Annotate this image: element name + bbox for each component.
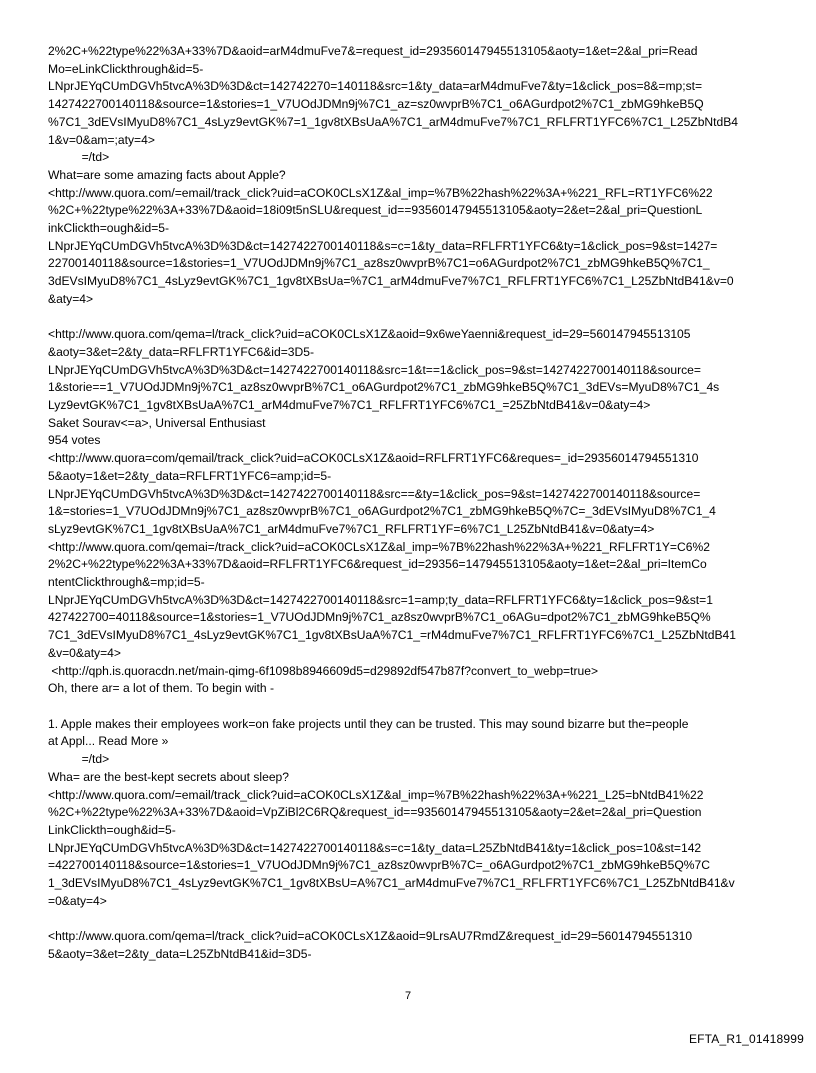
text-line: <http://www.quora.com/qema=l/track_click?uid=aCOK0CLsX1Z&aoid=9LrsAU7RmdZ&request_id=29=56014794551310 [48,929,693,944]
blank-line [48,910,772,928]
document-id: EFTA_R1_01418999 [688,1032,804,1046]
text-line: LNprJEYqCUmDGVh5tvcA%3D%3D&ct=1427422700140118&src=1=amp;ty_data=RFLFRT1YFC6&ty=1&click_pos=9&st=1 [48,592,713,607]
blank-line [48,309,772,327]
page-number: 7 [404,990,412,1002]
text-line: %2C+%22type%22%3A+33%7D&aoid=VpZiBl2C6RQ&request_id==93560147945513105&aoty=2&et=2&al_pri=Question [48,805,702,820]
text-line: =422700140118&source=1&stories=1_V7UOdJDMn9j%7C1_az8sz0wvprB%7C=_o6AGurdpot2%7C1_zbMG9hkeB5Q%7C [48,858,710,873]
text-line: 1. Apple makes their employees work=on fake projects until they can be trusted. This may sound bizarre but the=people [48,716,689,731]
text-line: &aoty=3&et=2&ty_data=RFLFRT1YFC6&id=3D5- [48,344,314,359]
document-body [48,43,772,964]
text-line: 1_3dEVsIMyuD8%7C1_4sLyz9evtGK%7C1_1gv8tXBsU=A%7C1_arM4dmuFve7%7C1_RFLFRT1YFC6%7C1_L25ZbNtdB41&v [48,876,735,891]
text-line: %7C1_3dEVsIMyuD8%7C1_4sLyz9evtGK%7=1_1gv8tXBsUaA%7C1_arM4dmuFve7%7C1_RFLFRT1YFC6%7C1_L25ZbNtdB4 [48,114,739,129]
text-line: 5&aoty=1&et=2&ty_data=RFLFRT1YFC6=amp;id=5- [48,468,332,483]
text-line: at Appl... Read More » [48,734,169,749]
blank-line [48,698,772,716]
text-line: 7C1_3dEVsIMyuD8%7C1_4sLyz9evtGK%7C1_1gv8tXBsUaA%7C1_=rM4dmuFve7%7C1_RFLFRT1YFC6%7C1_L25ZbNtdB41 [48,628,737,643]
text-line: <http://www.quora.com/=email/track_click?uid=aCOK0CLsX1Z&al_imp=%7B%22hash%22%3A+%221_RFL=RT1YFC6%22 [48,185,713,200]
text-line: 2%2C+%22type%22%3A+33%7D&aoid=arM4dmuFve7&=request_id=293560147945513105&aoty=1&et=2&al_pri=Read [48,44,698,58]
text-line: <http://www.quora.com/qema=l/track_click?uid=aCOK0CLsX1Z&aoid=9x6weYaenni&request_id=29=560147945513105 [48,327,691,342]
text-line: inkClickth=ough&id=5- [48,221,170,236]
text-line: =/td> [48,752,110,767]
text-line: sLyz9evtGK%7C1_1gv8tXBsUaA%7C1_arM4dmuFve7%7C1_RFLFRT1YF=6%7C1_L25ZbNtdB41&v=0&aty=4> [48,521,655,536]
text-line: LNprJEYqCUmDGVh5tvcA%3D%3D&ct=1427422700140118&src==&ty=1&click_pos=9&st=1427422700140118&source= [48,486,701,501]
text-line: LNprJEYqCUmDGVh5tvcA%3D%3D&ct=1427422700140118&s=c=1&ty_data=RFLFRT1YFC6&ty=1&click_pos=9&st=1427= [48,238,718,253]
text-line: Mo=eLinkClickthrough&id=5- [48,61,204,76]
text-line: LNprJEYqCUmDGVh5tvcA%3D%3D&ct=1427422700140118&s=c=1&ty_data=L25ZbNtdB41&ty=1&click_pos=10&st=142 [48,840,702,855]
text-line: What=are some amazing facts about Apple? [48,167,286,182]
text-line: <http://www.quora.com/=email/track_click?uid=aCOK0CLsX1Z&al_imp=%7B%22hash%22%3A+%221_L25=bNtdB41%22 [48,787,704,802]
text-line: LNprJEYqCUmDGVh5tvcA%3D%3D&ct=142742270=140118&src=1&ty_data=arM4dmuFve7&ty=1&click_pos=8&=mp;st= [48,79,703,94]
text-line: &aty=4> [48,291,94,306]
text-line: %2C+%22type%22%3A+33%7D&aoid=18i09t5nSLU&request_id==93560147945513105&aoty=2&et=2&al_pri=QuestionL [48,203,703,218]
text-line: =/td> [48,150,110,165]
text-line: 1&storie==1_V7UOdJDMn9j%7C1_az8sz0wvprB%7C1_o6AGurdpot2%7C1_zbMG9hkeB5Q%7C1_3dEVs=MyuD8%7C1_4s [48,380,720,395]
text-line: 427422700=40118&source=1&stories=1_V7UOdJDMn9j%7C1_az8sz0wvprB%7C1_o6AGu=dpot2%7C1_zbMG9hkeB5Q% [48,610,711,625]
text-line: Oh, there ar= a lot of them. To begin with - [48,681,274,696]
text-line: ntentClickthrough&=mp;id=5- [48,575,205,590]
text-line: LNprJEYqCUmDGVh5tvcA%3D%3D&ct=1427422700140118&src=1&t==1&click_pos=9&st=1427422700140118&source= [48,362,701,377]
text-line: 22700140118&source=1&stories=1_V7UOdJDMn9j%7C1_az8sz0wvprB%7C1=o6AGurdpot2%7C1_zbMG9hkeB5Q%7C1_ [48,256,710,271]
text-line: 2%2C+%22type%22%3A+33%7D&aoid=RFLFRT1YFC6&request_id=29356=147945513105&aoty=1&et=2&al_pri=ItemCo [48,557,707,572]
text-line: 1427422700140118&source=1&stories=1_V7UOdJDMn9j%7C1_az=sz0wvprB%7C1_o6AGurdpot2%7C1_zbMG9hkeB5Q [48,97,704,112]
text-line: <http://qph.is.quoracdn.net/main-qimg-6f1098b8946609d5=d29892df547b87f?convert_to_webp=true> [48,663,599,678]
text-line: <http://www.quora=com/qemail/track_click?uid=aCOK0CLsX1Z&aoid=RFLFRT1YFC6&reques=_id=29356014794551310 [48,451,699,466]
text-line: LinkClickth=ough&id=5- [48,822,176,837]
text-line: =0&aty=4> [48,893,107,908]
text-line: Wha= are the best-kept secrets about sleep? [48,769,290,784]
text-line: 1&=stories=1_V7UOdJDMn9j%7C1_az8sz0wvprB%7C1_o6AGurdpot2%7C1_zbMG9hkeB5Q%7C=_3dEVsIMyuD8%7C1_4 [48,504,716,519]
text-line: 5&aoty=3&et=2&ty_data=L25ZbNtdB41&id=3D5- [48,946,312,961]
text-line: 1&v=0&am=;aty=4> [48,132,155,147]
text-line: Saket Sourav<=a>, Universal Enthusiast [48,415,266,430]
text-line: 3dEVsIMyuD8%7C1_4sLyz9evtGK%7C1_1gv8tXBsUa=%7C1_arM4dmuFve7%7C1_RFLFRT1YFC6%7C1_L25ZbNtdB41&v=0 [48,274,734,289]
text-line: 954 votes [48,433,101,448]
text-line: Lyz9evtGK%7C1_1gv8tXBsUaA%7C1_arM4dmuFve7%7C1_RFLFRT1YFC6%7C1_=25ZbNtdB41&v=0&aty=4> [48,398,651,413]
text-line: &v=0&aty=4> [48,645,121,660]
text-line: <http://www.quora.com/qemai=/track_click?uid=aCOK0CLsX1Z&al_imp=%7B%22hash%22%3A+%221_RFLFRT1Y=C6%2 [48,539,710,554]
